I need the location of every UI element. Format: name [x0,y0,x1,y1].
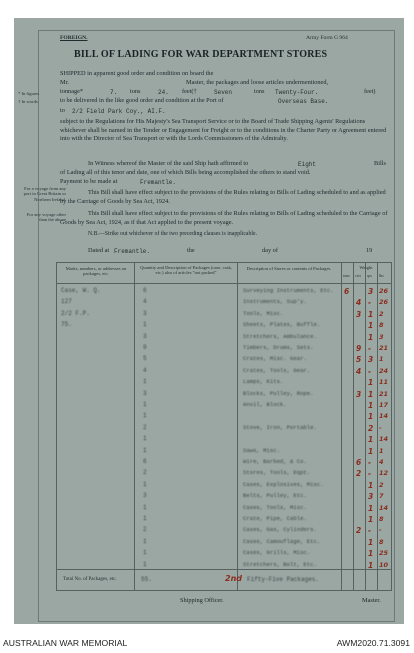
act-1924-other-clause: This Bill shall have effect subject to the provisions of the Rules relating to Bills of Lading scheduled to the Carriage of Goods by Sea Act, 1924, as if that Act applied to the present voyage. [60,210,388,226]
row-weight-cwt: 3 [356,309,362,319]
column-divider [134,263,135,590]
margin-note-in-words: † In words. [18,99,39,104]
column-header-description: Description of Stores or contents of Packages. [246,266,332,271]
row-weight-lbs: - [379,423,382,432]
row-quantity: 6 [143,458,147,465]
row-weight-qrs: 1 [368,515,374,524]
tons-label: tons [130,88,141,95]
margin-note-voyage-other: For any voyage other than the above [26,212,66,223]
row-mark: 75. [61,321,72,329]
row-quantity: 3 [143,309,147,317]
lading-clause: of Lading all of this tenor and date, one of which Bills being accomplished the others to stand void. [60,169,311,176]
header-divider [57,283,391,284]
column-header-weight: Weight [359,265,373,270]
row-weight-qrs: - [368,469,372,479]
row-quantity: 1 [143,480,147,488]
row-weight-lbs: 21 [379,344,389,352]
row-weight-lbs: 26 [379,298,389,307]
row-description: Crates, Misc. Gear. [243,355,307,363]
row-weight-lbs: 1 [379,446,384,455]
row-weight-cwt: 5 [356,355,362,365]
act-1924-clause: This Bill shall have effect subject to the provisions of the Rules relating to Bills of Lading scheduled to and as applied by the Carriage of Goods by Sea Act, 1924. [60,189,386,205]
row-weight-lbs: 1 [379,355,384,364]
row-weight-cwt: 3 [356,389,362,399]
year-label: 19 [366,247,373,254]
port-of-delivery: Overseas Base. [278,98,329,105]
row-quantity: 1 [143,378,147,386]
row-weight-cwt: 6 [356,458,362,467]
column-divider [341,263,342,590]
row-quantity: 2 [143,423,147,431]
total-handwritten: 2nd [225,574,242,583]
row-weight-lbs: 2 [379,480,384,489]
row-weight-cwt: 9 [356,344,362,353]
total-in-words: Fifty-Five Packages. [247,576,320,583]
row-weight-qrs: 2 [368,423,374,433]
bills-count: Eight [298,161,317,168]
footer-accession-number: AWM2020.71.3091 [336,638,410,648]
row-quantity: 1 [143,503,147,511]
row-description: Sheets, Plates, Buffle. [243,321,321,329]
feet-close: feet) [364,88,376,95]
row-description: Cases, Grills, Misc. [243,549,311,557]
row-weight-lbs: - [379,526,382,535]
master-signature-label: Master. [362,597,381,604]
row-description: Stretchers, Bolt, Etc. [243,560,317,568]
payment-label: Payment to be made at [60,178,118,185]
row-weight-lbs: 8 [379,321,384,330]
total-label: Total No. of Packages, etc. [63,577,117,582]
row-weight-qrs: 1 [368,378,374,388]
row-description: Cases, Explosives, Misc. [243,480,324,488]
row-description: Stores, Tools, Eqpt. [243,469,311,477]
row-weight-qrs: 1 [368,446,374,456]
row-quantity: 1 [143,537,147,545]
row-weight-qrs: 3 [368,287,374,296]
total-divider [57,569,391,570]
row-quantity: 5 [143,355,147,363]
row-weight-qrs: 1 [368,389,374,399]
row-weight-qrs: 1 [368,401,374,410]
foreign-label: FOREIGN. [60,35,88,41]
row-weight-qrs: 1 [368,435,374,445]
tonnage-label: tonnage* [60,88,84,95]
row-description: Belts, Pulley, Etc. [243,492,307,500]
row-weight-qrs: 1 [368,560,374,570]
row-weight-lbs: 14 [379,412,389,421]
weight-subhead-qrs: qrs [367,273,372,278]
row-description: Tools, Misc. [243,309,284,317]
to-label: to [60,107,65,114]
witness-clause: In Witness whereof the Master of the said Ship hath affirmed to [88,160,249,167]
bills-label: Bills [374,160,386,167]
row-description: Stove, Iron, Portable. [243,423,317,431]
row-weight-lbs: 8 [379,515,384,523]
row-description: Wire, Barbed, & Co. [243,458,307,465]
row-description: Blocks, Pulley, Rope. [243,389,314,397]
row-weight-lbs: 21 [379,389,389,398]
document-title: BILL OF LADING FOR WAR DEPARTMENT STORES [74,49,328,60]
row-weight-tons: 6 [344,287,350,296]
row-description: Anvil, Block. [243,401,287,408]
row-quantity: 1 [143,435,147,443]
row-mark: Case, W. Q. [61,287,101,294]
row-description: Stretchers, Ambulance. [243,332,317,340]
row-quantity: 3 [143,492,147,500]
row-weight-lbs: 4 [379,458,384,466]
delivered-clause: to be delivered in the like good order and condition at the Port of [60,97,224,104]
row-weight-qrs: 3 [368,355,374,365]
day-of-label: day of [262,247,278,254]
the-label: the [187,247,195,254]
row-quantity: 1 [143,321,147,329]
row-quantity: 9 [143,344,147,351]
row-weight-lbs: 24 [379,366,389,375]
row-weight-lbs: 25 [379,549,389,558]
feet-words: Twenty-Four. [275,89,319,96]
row-quantity: 1 [143,401,147,408]
row-description: Cases, Camouflage, Etc. [243,537,321,545]
row-weight-qrs: 3 [368,492,374,502]
consignee: 2/2 Field Park Coy., AI.F. [72,108,166,115]
row-quantity: 1 [143,412,147,420]
row-mark: 2/2 F.P. [61,309,90,317]
row-description: Timbers, Drums, Sets. [243,344,314,351]
row-description: Saws, Misc. [243,446,280,454]
row-quantity: 3 [143,389,147,397]
total-quantity: 55. [141,576,152,583]
shipping-officer-label: Shipping Officer. [180,597,224,604]
payment-port: Fremantle. [140,179,177,186]
column-divider [377,263,378,590]
row-description: Cases, Gas, Cylinders. [243,526,317,534]
row-weight-lbs: 7 [379,492,384,501]
army-form-number: Army Form G 964 [306,35,348,41]
row-weight-cwt: 2 [356,469,362,479]
row-weight-lbs: 10 [379,560,389,569]
weight-subhead-tons: tons [343,273,350,278]
row-description: Instruments, Sup'y. [243,298,307,306]
dated-label: Dated at [88,247,110,254]
row-weight-qrs: 1 [368,503,374,513]
row-weight-qrs: 1 [368,309,374,319]
column-divider [237,263,238,590]
column-header-quantity: Quantity and Description of Packages (case, cask, etc.) also of articles "not packed" [140,265,232,276]
column-divider [353,263,354,590]
nb-note: N.B.—Strike out whichever of the two preceding clauses is inapplicable. [88,231,258,237]
master-clause: Master, the packages and loose articles undermentioned, [186,79,329,86]
weight-subhead-lbs: lbs [379,273,384,278]
row-description: Crates, Tools, Gear. [243,366,311,374]
tons-value: 24. [158,89,169,96]
row-weight-cwt: 2 [356,526,362,536]
mr-label: Mr. [60,79,69,86]
row-weight-lbs: 17 [379,401,389,409]
margin-note-in-figures: * In figures [18,91,40,96]
row-weight-lbs: 12 [379,469,389,478]
row-weight-qrs: 1 [368,480,374,490]
row-weight-lbs: 26 [379,287,389,295]
row-weight-lbs: 2 [379,309,384,318]
row-mark: 127 [61,298,72,306]
row-weight-lbs: 14 [379,503,389,512]
row-weight-qrs: 1 [368,412,374,422]
row-description: Crate, Pipe, Cable. [243,515,307,522]
row-description: Surveying Instruments, Etc. [243,287,334,294]
row-quantity: 2 [143,469,147,477]
regulations-clause: subject to the Regulations for His Majesty's Sea Transport Service or to the Board of Trade Shipping Agents' Regulations whichever shall be named in the Tender or Engagement for Freight or to the conditions in the Charter Party or Agreement entered into with the Director of Sea Transport or with the Lords Commissioners of the Admiralty. [60,118,387,143]
row-description: Cases, Tools, Misc. [243,503,307,511]
row-weight-qrs: 1 [368,537,374,547]
row-quantity: 3 [143,332,147,340]
column-divider [365,263,366,590]
row-quantity: 1 [143,515,147,522]
row-weight-qrs: 1 [368,321,374,331]
column-header-marks: Marks, numbers, or addresses on packages, etc. [65,266,127,277]
row-weight-cwt: 4 [356,298,362,308]
row-quantity: 1 [143,560,147,568]
row-weight-qrs: - [368,366,372,376]
row-weight-qrs: - [368,298,372,308]
feet-label: feet(† [182,88,197,95]
row-quantity: 1 [143,446,147,454]
row-quantity: 1 [143,549,147,557]
row-weight-qrs: 1 [368,332,374,342]
footer-institution: AUSTRALIAN WAR MEMORIAL [3,638,128,648]
goods-table [56,262,392,591]
row-weight-qrs: 1 [368,549,374,559]
row-quantity: 4 [143,366,147,374]
row-weight-qrs: - [368,458,372,467]
weight-subhead-cwt: cwt [355,273,361,278]
archive-footer [0,634,414,653]
dated-place: Fremantle. [114,248,151,255]
tonnage-figure: 7. [110,89,118,96]
margin-note-voyage-ireland: For a voyage from any port in Great Britain or Northern Ireland. [23,186,66,202]
row-weight-qrs: - [368,344,372,353]
tons-words-label: tons [254,88,265,95]
row-weight-lbs: 3 [379,332,384,341]
row-description: Lamps, Kits. [243,378,284,386]
row-quantity: 2 [143,526,147,534]
tonnage-words: Seven [214,89,233,96]
row-quantity: 4 [143,298,147,306]
row-weight-lbs: 11 [379,378,389,387]
shipped-clause: SHIPPED in apparent good order and condition on board the [60,70,214,77]
row-weight-qrs: - [368,526,372,536]
row-weight-lbs: 8 [379,537,384,546]
row-quantity: 6 [143,287,147,294]
row-weight-cwt: 4 [356,366,362,376]
row-weight-lbs: 14 [379,435,389,444]
